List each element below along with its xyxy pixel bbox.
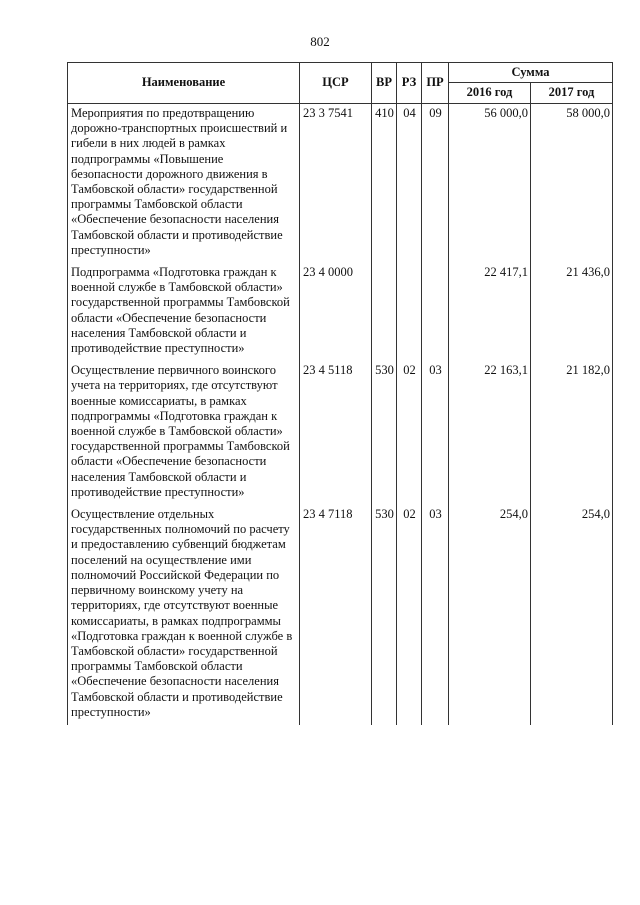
row-csr: 23 4 5118 [300,361,372,505]
row-sum-2017: 21 182,0 [531,361,613,505]
row-sum-2016: 22 163,1 [449,361,531,505]
row-pr [422,263,449,361]
row-sum-2017: 254,0 [531,505,613,725]
row-sum-2016: 254,0 [449,505,531,725]
row-name: Мероприятия по предотвращению дорожно-транспортных происшествий и гибели в них людей в рамках подпрограммы «Повышение безопасности дорожного движения в Тамбовской области» государственной программы Тамбовской области «Обеспечение безопасности населения Тамбовской области и противодействие преступности» [68,104,300,264]
header-year-2016: 2016 год [449,83,531,104]
row-name: Осуществление первичного воинского учета на территориях, где отсутствуют военные комиссариаты, в рамках подпрограммы «Подготовка граждан к военной службе в Тамбовской области» государственной программы Тамбовской области «Обеспечение безопасности населения Тамбовской области и противодействие преступности» [68,361,300,505]
row-pr: 03 [422,505,449,725]
row-vr: 530 [372,505,397,725]
row-name: Подпрограмма «Подготовка граждан к военной службе в Тамбовской области» государственной программы Тамбовской области «Обеспечение безопасности населения Тамбовской области и противодействие преступности» [68,263,300,361]
row-rz: 02 [397,361,422,505]
row-sum-2017: 58 000,0 [531,104,613,264]
header-csr: ЦСР [300,63,372,104]
table-row [68,263,613,361]
row-name: Осуществление отдельных государственных полномочий по расчету и предоставлению субвенций бюджетам поселений на осуществление ими полномочий Российской Федерации по первичному воинскому учету на территориях, где отсутствуют военные комиссариаты, в рамках подпрограммы «Подготовка граждан к военной службе в Тамбовской области» государственной программы Тамбовской области «Обеспечение безопасности населения Тамбовской области и противодействие преступности» [68,505,300,725]
table-row [68,361,613,505]
header-vr: ВР [372,63,397,104]
header-year-2017: 2017 год [531,83,613,104]
row-csr: 23 3 7541 [300,104,372,264]
row-pr: 09 [422,104,449,264]
header-sum: Сумма [449,63,613,83]
row-pr: 03 [422,361,449,505]
row-rz [397,263,422,361]
row-vr: 410 [372,104,397,264]
row-rz: 02 [397,505,422,725]
row-csr: 23 4 0000 [300,263,372,361]
row-sum-2016: 22 417,1 [449,263,531,361]
row-csr: 23 4 7118 [300,505,372,725]
header-name: Наименование [68,63,300,104]
row-vr: 530 [372,361,397,505]
header-rz: РЗ [397,63,422,104]
page-number: 802 [310,34,330,49]
table-row [68,505,613,725]
row-rz: 04 [397,104,422,264]
budget-table [67,62,613,725]
table-row [68,104,613,264]
header-pr: ПР [422,63,449,104]
row-sum-2017: 21 436,0 [531,263,613,361]
row-sum-2016: 56 000,0 [449,104,531,264]
row-vr [372,263,397,361]
